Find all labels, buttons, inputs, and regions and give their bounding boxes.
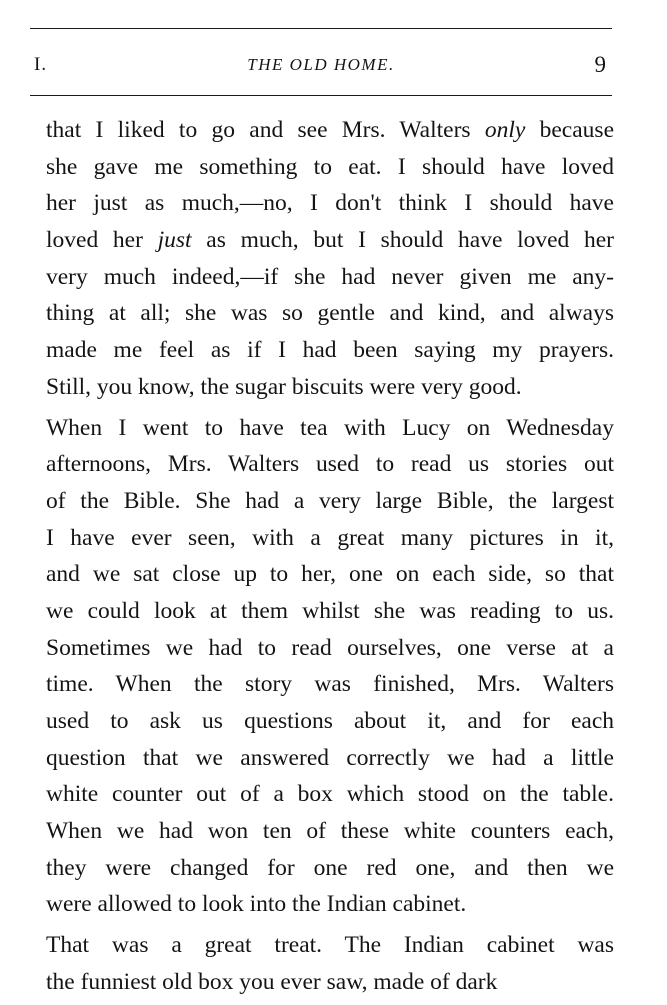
text-run: her just as much,—no, I don't think I should have: [46, 190, 614, 217]
text-run: as much, but I should have loved her: [191, 227, 614, 254]
text-run: time. When the story was finished, Mrs. Walters: [46, 671, 614, 698]
paragraph: [46, 410, 614, 924]
header-bottom-rule: [30, 95, 612, 96]
text-line: [46, 520, 614, 557]
text-line: [46, 927, 614, 964]
text-line: [46, 112, 614, 149]
text-run: because: [525, 117, 614, 143]
text-line: [46, 410, 614, 447]
italic-text-run: only: [484, 117, 526, 143]
page-number: 9: [594, 52, 606, 77]
text-line: [46, 185, 614, 222]
text-run: question that we answered correctly we had a little: [46, 744, 614, 771]
paragraph: [46, 112, 614, 406]
text-run: loved her: [46, 227, 158, 254]
text-run: that I liked to go and see Mrs. Walters: [46, 117, 485, 143]
text-run: When we had won ten of these white counters each,: [46, 818, 614, 845]
header-top-rule: [30, 28, 612, 29]
text-line: [46, 556, 614, 593]
text-run: of the Bible. She had a very large Bible, the largest: [46, 487, 614, 514]
chapter-number: I.: [34, 54, 48, 75]
text-run: we could look at them whilst she was reading to us.: [46, 597, 614, 624]
text-line: [46, 850, 614, 887]
text-line: [46, 630, 614, 667]
paragraph: [46, 927, 614, 1000]
running-header: [30, 50, 612, 82]
text-run: thing at all; she was so gentle and kind, and always: [46, 300, 614, 327]
text-line: [46, 149, 614, 186]
text-line: [46, 740, 614, 777]
text-run: white counter out of a box which stood on the table.: [46, 781, 614, 808]
text-run: That was a great treat. The Indian cabinet was: [46, 932, 614, 959]
text-line: [46, 222, 614, 259]
text-run: When I went to have tea with Lucy on Wednesday: [46, 414, 614, 441]
italic-text-run: just: [157, 227, 192, 254]
text-line: [46, 295, 614, 332]
text-run: she gave me something to eat. I should have loved: [46, 153, 614, 180]
text-line: [46, 813, 614, 850]
text-run: Still, you know, the sugar biscuits were very good.: [46, 373, 522, 400]
text-line: [46, 776, 614, 813]
text-line: [46, 886, 614, 923]
text-run: used to ask us questions about it, and for each: [46, 708, 614, 734]
running-title: THE OLD HOME.: [247, 55, 395, 74]
text-line: [46, 703, 614, 740]
text-line: [46, 964, 614, 1001]
text-line: [46, 666, 614, 703]
text-line: [46, 369, 614, 406]
text-run: I have ever seen, with a great many pictures in it,: [46, 524, 614, 551]
text-run: the funniest old box you ever saw, made of dark: [46, 968, 498, 995]
text-run: were allowed to look into the Indian cabinet.: [46, 891, 467, 918]
text-run: very much indeed,—if she had never given me any-: [46, 263, 614, 290]
text-line: [46, 593, 614, 630]
text-run: they were changed for one red one, and then we: [46, 854, 614, 881]
body-text: [46, 112, 614, 1005]
text-line: [46, 332, 614, 369]
text-line: [46, 446, 614, 483]
text-run: Sometimes we had to read ourselves, one verse at a: [46, 634, 614, 661]
text-line: [46, 259, 614, 296]
text-line: [46, 483, 614, 520]
text-run: and we sat close up to her, one on each side, so that: [46, 561, 614, 588]
text-run: made me feel as if I had been saying my prayers.: [46, 337, 614, 364]
text-run: afternoons, Mrs. Walters used to read us stories out: [46, 451, 614, 478]
